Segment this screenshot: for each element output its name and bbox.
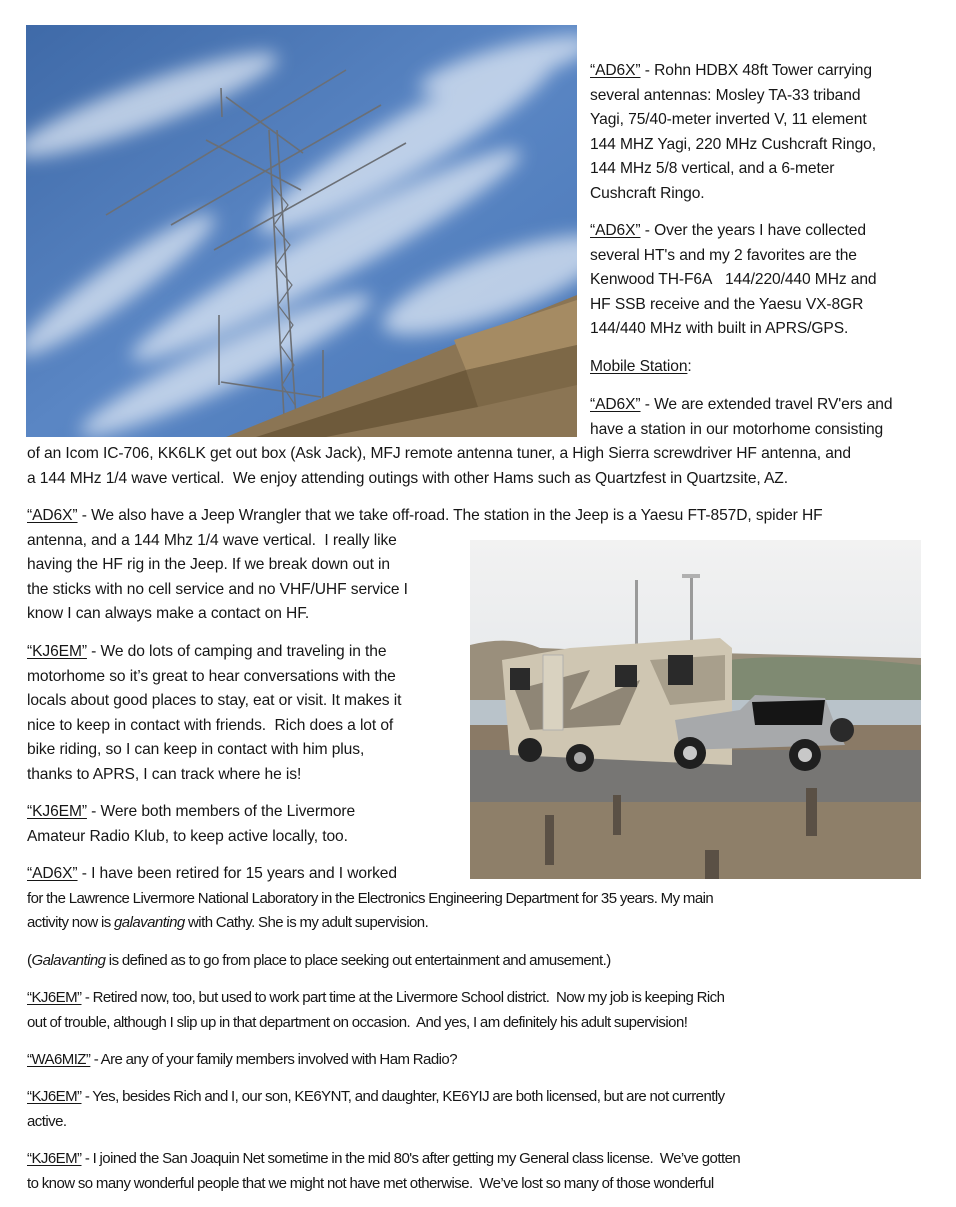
callsign: “AD6X” [590,396,641,413]
callsign: “KJ6EM” [27,1150,82,1167]
rv-paragraph-cont: of an Icom IC-706, KK6LK get out box (Ask Jack), MFJ remote antenna tuner, a High Sierra screwdriver HF antenna, and a 144 MHz 1/4 wave vertical. We enjoy attending outings with other Hams such as Quartzfest in Quartzsite, AZ. [27,445,851,487]
callsign: “AD6X” [27,507,78,524]
tower-photo [26,25,577,437]
callsign: “KJ6EM” [27,989,82,1006]
rv-photo-graphic [470,540,921,879]
retired-paragraph: “AD6X” - I have been retired for 15 years and I worked for the Lawrence Livermore National Laboratory in the Electronics Engineering Department for 35 years. My main activity now is galavanting with Cathy. She is my adult supervision. [27,865,714,932]
net-paragraph: “KJ6EM” - I joined the San Joaquin Net sometime in the mid 80's after getting my General class license. We’ve gotten to know so many wonderful people that we might not have met otherwise. We’ve lost so many of those wonderful [27,1150,741,1192]
mobile-station-heading: Mobile Station: [590,358,692,375]
callsign: “WA6MIZ” [27,1051,91,1068]
family-paragraph: “KJ6EM” - Yes, besides Rich and I, our son, KE6YNT, and daughter, KE6YIJ are both licensed, but are not currently active. [27,1088,725,1130]
club-paragraph: “KJ6EM” - Were both members of the Livermore Amateur Radio Klub, to keep active locally, too. [27,803,356,845]
callsign: “KJ6EM” [27,803,87,820]
callsign: “KJ6EM” [27,1088,82,1105]
rv-photo [470,540,921,879]
definition-paragraph: (Galavanting is defined as to go from place to place seeking out entertainment and amusement.) [27,952,611,969]
camping-paragraph: “KJ6EM” - We do lots of camping and traveling in the motorhome so it’s great to hear conversations with the locals about good places to stay, eat or visit. It makes it nice to keep in contact with friends. Rich does a lot of bike riding, so I can keep in contact with him plus, thanks to APRS, I can track where he is! [27,643,402,783]
hts-paragraph: “AD6X” - Over the years I have collected several HT's and my 2 favorites are the Kenwood TH-F6A 144/220/440 MHz and HF SSB receive and the Yaesu VX-8GR 144/440 MHz with built in APRS/GPS. [590,222,877,338]
kj6em-retired-paragraph: “KJ6EM” - Retired now, too, but used to work part time at the Livermore School district. Now my job is keeping Rich out of trouble, although I slip up in that department on occasion. And yes, I am definitely his adult supervision! [27,989,725,1031]
callsign: “AD6X” [590,62,641,79]
rv-paragraph-start: “AD6X” - We are extended travel RV'ers and have a station in our motorhome consisting [590,396,893,438]
jeep-paragraph: “AD6X” - We also have a Jeep Wrangler that we take off-road. The station in the Jeep is a Yaesu FT-857D, spider HF antenna, and a 144 Mhz 1/4 wave vertical. I really like having the HF rig in the Jeep. If we break down out in the sticks with no cell service and no VHF/UHF service I know I can always make a contact on HF. [27,507,823,623]
callsign: “AD6X” [590,222,641,239]
question-paragraph: “WA6MIZ” - Are any of your family members involved with Ham Radio? [27,1051,457,1068]
callsign: “AD6X” [27,865,78,882]
tower-photo-graphic [26,25,577,437]
tower-paragraph: “AD6X” - Rohn HDBX 48ft Tower carrying several antennas: Mosley TA-33 triband Yagi, 75/40-meter inverted V, 11 element 144 MHZ Yagi, 220 MHz Cushcraft Ringo, 144 MHz 5/8 vertical, and a 6-meter Cushcraft Ringo. [590,62,876,202]
callsign: “KJ6EM” [27,643,87,660]
